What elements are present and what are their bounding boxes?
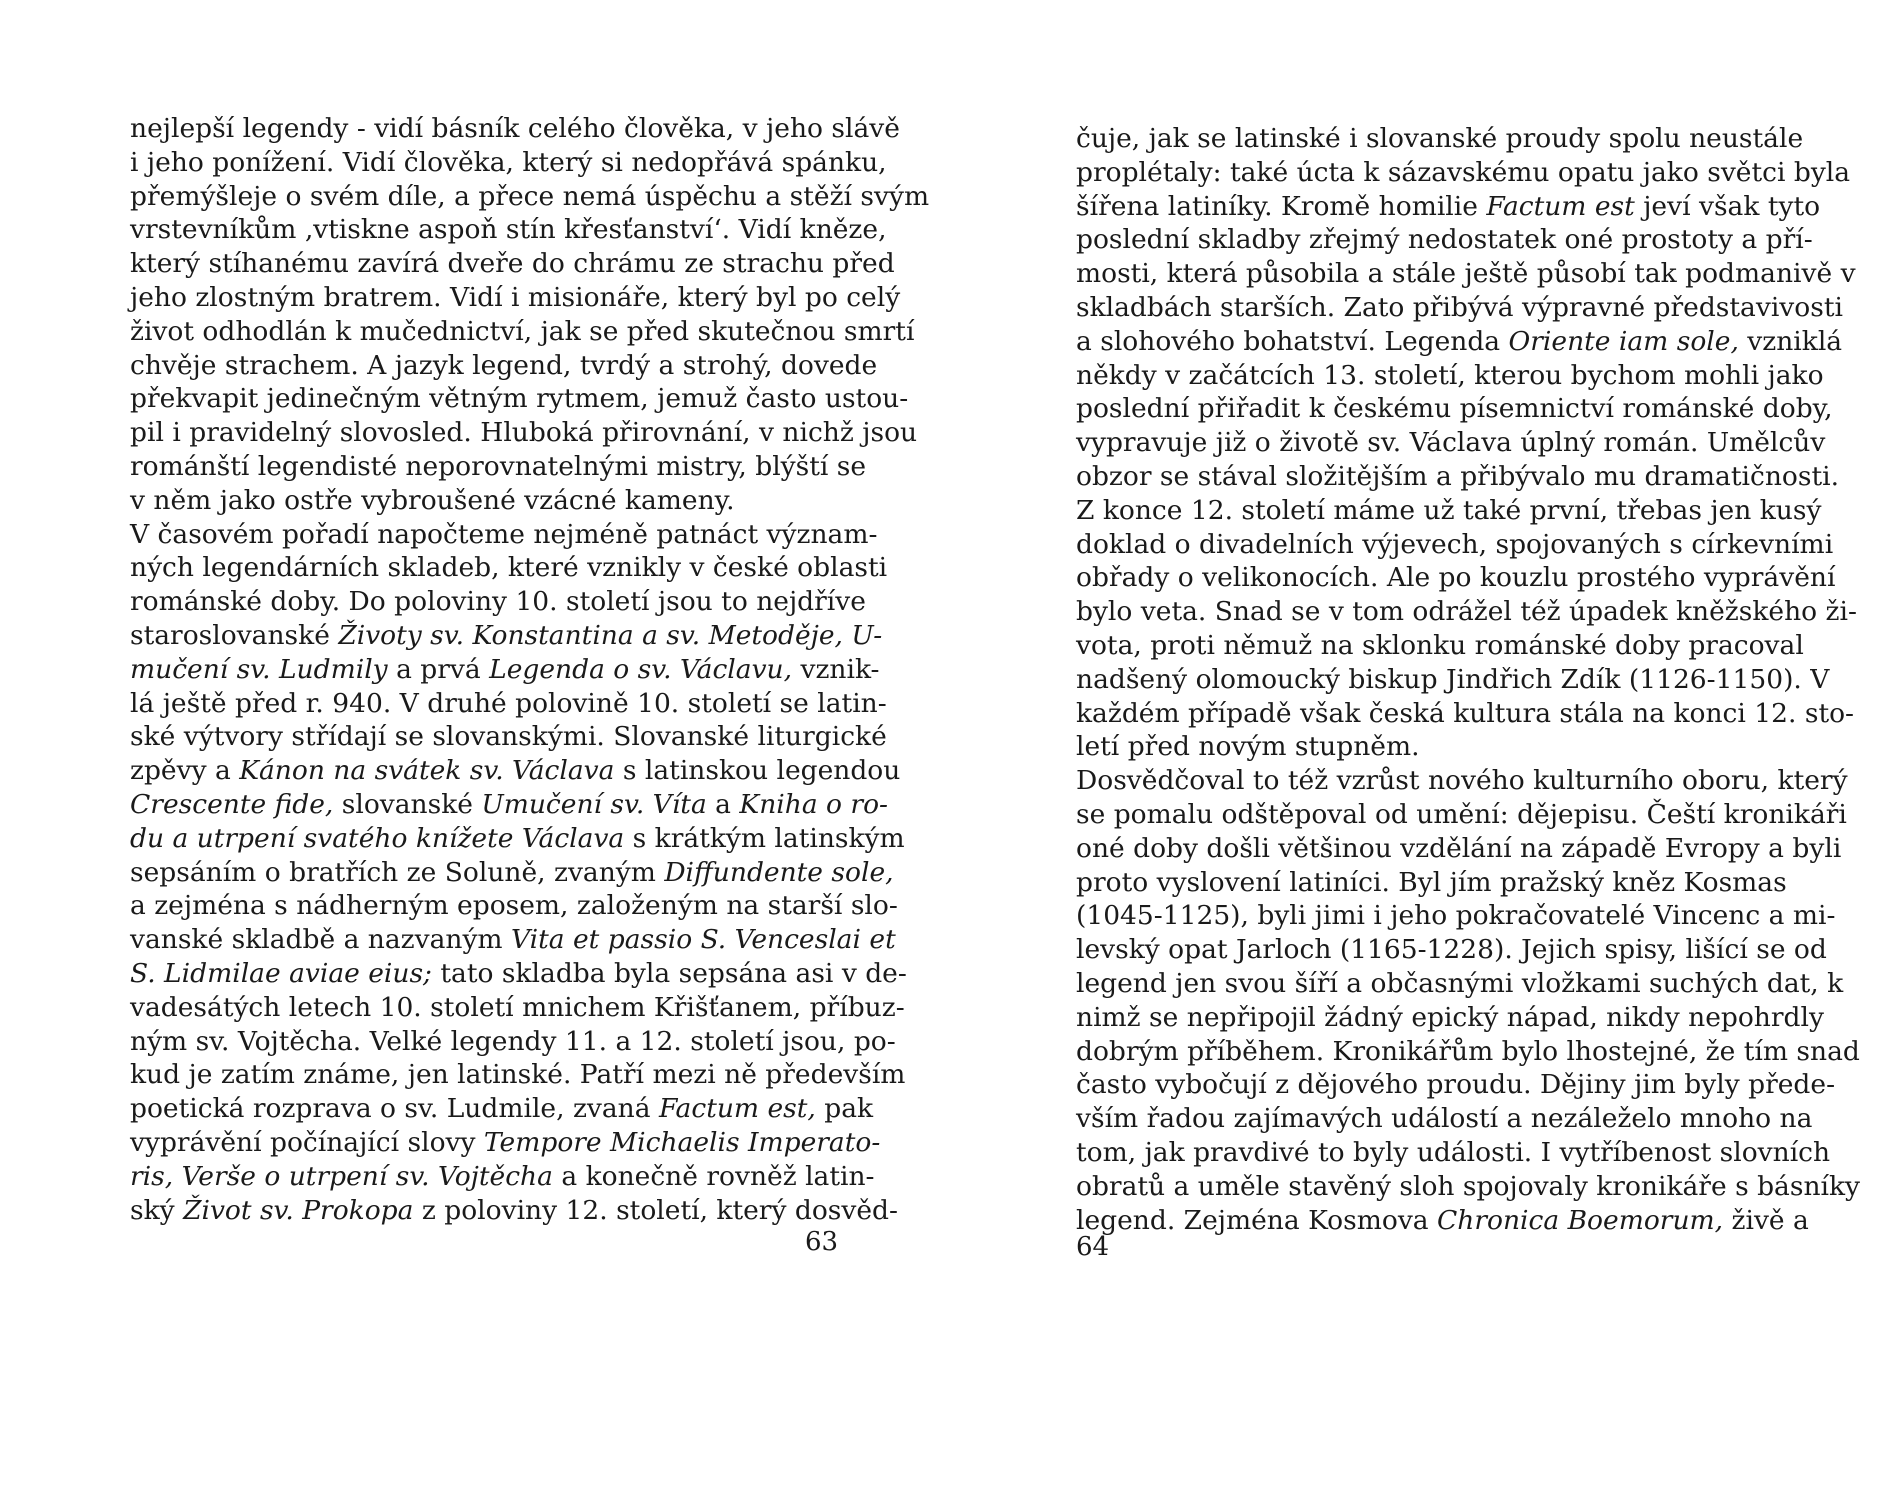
text-line: S. Lidmilae aviae eius; tato skladba byla sepsána asi v de-	[130, 957, 907, 989]
text-line: vota, proti němuž na sklonku románské doby pracoval	[1076, 629, 1804, 661]
text-line: každém případě však česká kultura stála na konci 12. sto-	[1076, 697, 1854, 729]
text-line: vanské skladbě a nazvaným Vita et passio S. Venceslai et	[130, 924, 896, 956]
text-line: V časovém pořadí napočteme nejméně patnáct význam-	[130, 518, 878, 550]
text-line: obratů a uměle stavěný sloh spojovaly kronikáře s básníky	[1076, 1170, 1861, 1202]
text-line: čuje, jak se latinské i slovanské proudy spolu neustále	[1076, 123, 1804, 154]
text-line: sepsáním o bratřích ze Soluně, zvaným Diffundente sole,	[130, 856, 894, 888]
text-line: dobrým příběhem. Kronikářům bylo lhostejné, že tím snad	[1076, 1035, 1860, 1067]
text-line: jeho zlostným bratrem. Vidí i misionáře, který byl po celý	[130, 281, 901, 313]
text-line: zpěvy a Kánon na svátek sv. Václava s latinskou legendou	[130, 755, 901, 787]
text-line: a slohového bohatství. Legenda Oriente iam sole, vzniklá	[1076, 325, 1843, 357]
text-line: někdy v začátcích 13. století, kterou bychom mohli jako	[1076, 359, 1824, 391]
left-page-body	[130, 112, 930, 1227]
text-line: bylo veta. Snad se v tom odrážel též úpadek kněžského ži-	[1076, 596, 1857, 628]
text-line: Z konce 12. století máme už také první, třebas jen kusý	[1076, 494, 1822, 526]
text-line: levský opat Jarloch (1165-1228). Jejich spisy, lišící se od	[1076, 934, 1827, 966]
text-line: nejlepší legendy - vidí básník celého člověka, v jeho slávě	[130, 113, 900, 144]
text-line: i jeho ponížení. Vidí člověka, který si nedopřává spánku,	[130, 146, 887, 178]
text-line: obřady o velikonocích. Ale po kouzlu prostého vyprávění	[1076, 562, 1836, 594]
text-line: překvapit jedinečným větným rytmem, jemuž často ustou-	[130, 383, 909, 415]
text-line: který stíhanému zavírá dveře do chrámu ze strachu před	[130, 248, 895, 280]
text-line: oné doby došli většinou vzdělání na západě Evropy a byli	[1076, 832, 1842, 864]
text-line: a zejména s nádherným eposem, založeným na starší slo-	[130, 890, 898, 922]
text-line: vyprávění počínající slovy Tempore Michaelis Imperato-	[130, 1126, 881, 1158]
text-line: ných legendárních skladeb, které vznikly v české oblasti	[130, 552, 888, 584]
text-line: se pomalu odštěpoval od umění: dějepisu. Čeští kronikáři	[1076, 798, 1847, 830]
text-line: (1045-1125), byli jimi i jeho pokračovatelé Vincenc a mi-	[1076, 900, 1836, 932]
text-line: mosti, která působila a stále ještě působí tak podmanivě v	[1076, 258, 1856, 290]
text-line: proplétaly: také úcta k sázavskému opatu jako světci byla	[1076, 156, 1851, 188]
text-line: ský Život sv. Prokopa z poloviny 12. století, který dosvěd-	[130, 1194, 898, 1226]
text-line: lá ještě před r. 940. V druhé polovině 10. století se latin-	[130, 687, 887, 719]
text-line: pil i pravidelný slovosled. Hluboká přirovnání, v nichž jsou	[130, 417, 918, 449]
right-page-body	[1076, 122, 1861, 1237]
text-line: doklad o divadelních výjevech, spojovaných s církevními	[1076, 528, 1834, 560]
text-line: skladbách starších. Zato přibývá výpravné představivosti	[1076, 291, 1843, 323]
text-line: nadšený olomoucký biskup Jindřich Zdík (1126-1150). V	[1076, 663, 1830, 695]
text-line: vadesátých letech 10. století mnichem Křišťanem, příbuz-	[130, 991, 905, 1023]
text-line: legend jen svou šíří a občasnými vložkami suchých dat, k	[1076, 967, 1844, 999]
text-line: románské doby. Do poloviny 10. století jsou to nejdříve	[130, 586, 866, 618]
text-line: chvěje strachem. A jazyk legend, tvrdý a strohý, dovede	[130, 349, 878, 381]
text-line: staroslovanské Životy sv. Konstantina a sv. Metoděje, U-	[130, 619, 883, 651]
text-line: ným sv. Vojtěcha. Velké legendy 11. a 12. století jsou, po-	[130, 1025, 896, 1057]
text-line: románští legendisté neporovnatelnými mistry, blýští se	[130, 450, 867, 482]
text-line: šířena latiníky. Kromě homilie Factum est jeví však tyto	[1076, 190, 1821, 222]
text-line: letí před novým stupněm.	[1076, 731, 1420, 763]
text-line: poslední přiřadit k českému písemnictví románské doby,	[1076, 393, 1833, 425]
text-line: poetická rozprava o sv. Ludmile, zvaná Factum est, pak	[130, 1093, 874, 1125]
text-line: kud je zatím známe, jen latinské. Patří mezi ně především	[130, 1059, 906, 1091]
text-line: tom, jak pravdivé to byly události. I vytříbenost slovních	[1076, 1136, 1831, 1168]
right-page-number: 64	[1076, 1232, 1110, 1262]
text-line: Crescente fide, slovanské Umučení sv. Víta a Kniha o ro-	[130, 788, 888, 820]
text-line: vrstevníkům ‚vtiskne aspoň stín křesťanství‘. Vidí kněze,	[130, 214, 887, 246]
text-line: často vybočují z dějového proudu. Dějiny jim byly přede-	[1076, 1069, 1836, 1101]
text-line: vypravuje již o životě sv. Václava úplný román. Umělcův	[1076, 427, 1826, 459]
text-line: nimž se nepřipojil žádný epický nápad, nikdy nepohrdly	[1076, 1001, 1824, 1033]
text-line: mučení sv. Ludmily a prvá Legenda o sv. Václavu, vznik-	[130, 653, 880, 685]
text-line: vším řadou zajímavých událostí a nezáleželo mnoho na	[1076, 1103, 1813, 1135]
left-page-number: 63	[805, 1227, 839, 1257]
text-line: du a utrpení svatého knížete Václava s krátkým latinským	[130, 822, 905, 854]
text-line: v něm jako ostře vybroušené vzácné kameny.	[130, 484, 735, 516]
text-line: obzor se stával složitějším a přibývalo mu dramatičnosti.	[1076, 460, 1839, 492]
text-line: život odhodlán k mučednictví, jak se před skutečnou smrtí	[130, 315, 915, 347]
text-line: legend. Zejména Kosmova Chronica Boemorum, živě a	[1076, 1204, 1809, 1236]
text-line: ris, Verše o utrpení sv. Vojtěcha a konečně rovněž latin-	[130, 1160, 875, 1192]
text-line: proto vyslovení latiníci. Byl jím pražský kněz Kosmas	[1076, 866, 1787, 898]
right-page	[949, 0, 1898, 1500]
text-line: ské výtvory střídají se slovanskými. Slovanské liturgické	[130, 721, 887, 753]
text-line: přemýšleje o svém díle, a přece nemá úspěchu a stěží svým	[130, 180, 930, 212]
text-line: poslední skladby zřejmý nedostatek oné prostoty a pří-	[1076, 224, 1813, 256]
text-line: Dosvědčoval to též vzrůst nového kulturního oboru, který	[1076, 765, 1848, 797]
